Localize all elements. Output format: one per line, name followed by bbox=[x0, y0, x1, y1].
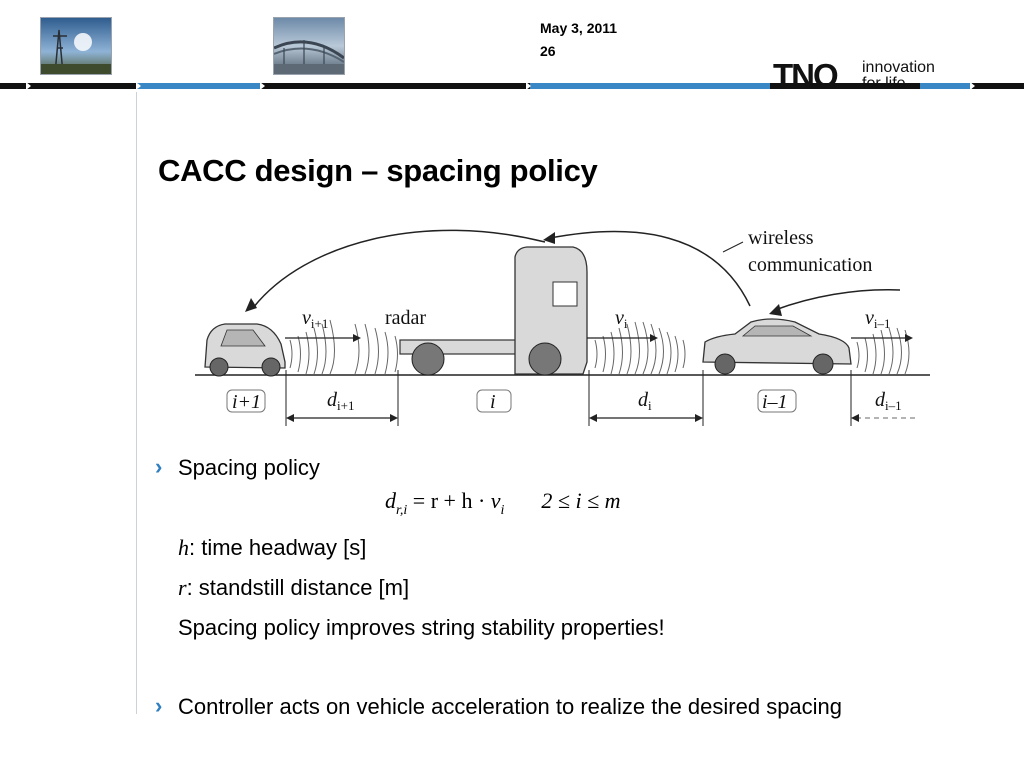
left-guide-line bbox=[136, 92, 137, 714]
slide-title: CACC design – spacing policy bbox=[158, 153, 598, 188]
distance-label-follower: $d_{i+1}$ bbox=[327, 389, 355, 413]
wireless-label-line-1: wireless bbox=[748, 227, 814, 249]
distance-label-leader: $d_{i-1}$ bbox=[875, 389, 902, 413]
radar-label: radar bbox=[385, 307, 427, 329]
radar-waves-leader bbox=[857, 328, 909, 374]
definition-r: r: standstill distance [m] bbox=[178, 575, 410, 600]
velocity-label-leader: $v_{i-1}$ bbox=[865, 307, 891, 331]
follower-car bbox=[205, 324, 285, 376]
radar-waves-truck-front bbox=[595, 322, 685, 374]
tagline-line-1: innovation bbox=[862, 59, 935, 76]
bullet-spacing-policy: Spacing policy bbox=[178, 455, 320, 480]
header-photo-power-tower bbox=[40, 17, 112, 75]
vehicle-index-leader: i–1 bbox=[762, 391, 788, 413]
velocity-label-truck: $v_i$ bbox=[615, 307, 628, 331]
wireless-arc-truck-to-follower bbox=[253, 230, 545, 308]
arrowhead-icon bbox=[769, 304, 782, 316]
leader-sedan bbox=[703, 319, 851, 374]
truck bbox=[400, 247, 587, 375]
wireless-label-line-2: communication bbox=[748, 254, 873, 276]
bullet-chevron-icon: › bbox=[155, 454, 163, 479]
vehicle-index-follower: i+1 bbox=[232, 391, 262, 413]
distance-label-truck: $d_i$ bbox=[638, 389, 652, 413]
slide-date: May 3, 2011 bbox=[540, 20, 618, 36]
velocity-label-follower: $v_{i+1}$ bbox=[302, 307, 329, 331]
header-photo-bridge bbox=[273, 17, 345, 75]
bullet-controller: Controller acts on vehicle acceleration to realize the desired spacing bbox=[178, 694, 843, 719]
bullet-chevron-icon: › bbox=[155, 693, 163, 718]
note-string-stability: Spacing policy improves string stability properties! bbox=[178, 615, 665, 640]
arrowhead-icon bbox=[245, 298, 257, 312]
tagline-line-2: for life bbox=[862, 75, 906, 92]
definition-h: h: time headway [s] bbox=[178, 535, 367, 560]
wireless-arc-incoming bbox=[775, 290, 900, 310]
spacing-policy-formula: $d_{r,i} = r + h \cdot v_i$ 2 ≤ i ≤ m bbox=[385, 488, 621, 518]
velocity-arrow-leader bbox=[905, 334, 913, 342]
tno-logo-wordmark: TNO bbox=[773, 59, 837, 93]
tno-tagline bbox=[862, 60, 935, 92]
platoon-diagram bbox=[195, 212, 930, 440]
radar-waves-truck-rear bbox=[355, 324, 398, 374]
tno-logo bbox=[773, 59, 855, 93]
slide-page-number: 26 bbox=[540, 43, 556, 59]
vehicle-index-truck: i bbox=[490, 391, 496, 413]
wireless-label-leader bbox=[723, 242, 743, 252]
velocity-arrow-follower bbox=[353, 334, 361, 342]
